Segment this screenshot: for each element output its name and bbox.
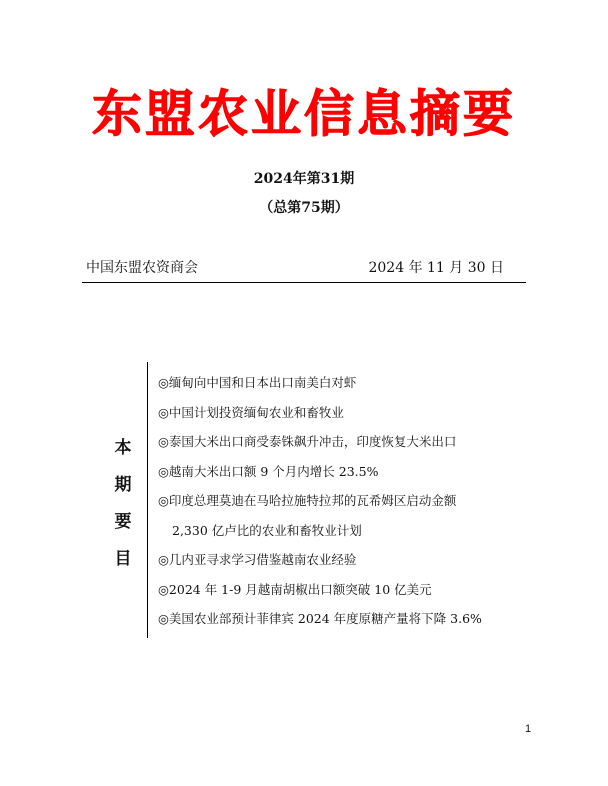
publication-date: 2024 年 11 月 30 日: [368, 260, 504, 276]
contents-item: ◎越南大米出口额 9 个月内增长 23.5%: [158, 463, 379, 479]
contents-item: ◎印度总理莫迪在马哈拉施特拉邦的瓦希姆区启动金额: [158, 493, 457, 508]
masthead-divider: [82, 282, 526, 283]
page-number: 1: [524, 723, 532, 735]
issue-number: 2024年第31期: [253, 171, 355, 187]
contents-item: ◎几内亚寻求学习借鉴越南农业经验: [158, 552, 357, 567]
contents-item: ◎缅甸向中国和日本出口南美白对虾: [158, 375, 357, 390]
contents-label-char: 本: [114, 438, 132, 458]
issue-total-number: （总第75期）: [259, 200, 349, 216]
report-title: 东盟农业信息摘要: [92, 85, 516, 143]
contents-label: [108, 430, 138, 578]
contents-divider: [147, 362, 148, 638]
contents-item: ◎中国计划投资缅甸农业和畜牧业: [158, 404, 344, 420]
publisher-name: 中国东盟农资商会: [86, 260, 198, 276]
contents-item: ◎2024 年 1-9 月越南胡椒出口额突破 10 亿美元: [158, 581, 432, 597]
contents-label-char: 要: [114, 512, 132, 532]
contents-label-char: 期: [114, 475, 132, 495]
contents-label-char: 目: [114, 549, 132, 569]
contents-item: ◎美国农业部预计菲律宾 2024 年度原糖产量将下降 3.6%: [158, 611, 482, 626]
contents-item: ◎泰国大米出口商受泰铢飙升冲击，印度恢复大米出口: [158, 434, 457, 449]
contents-list: [158, 370, 538, 636]
masthead-row: [82, 257, 526, 283]
contents-item-continuation: 2,330 亿卢比的农业和畜牧业计划: [172, 522, 362, 538]
